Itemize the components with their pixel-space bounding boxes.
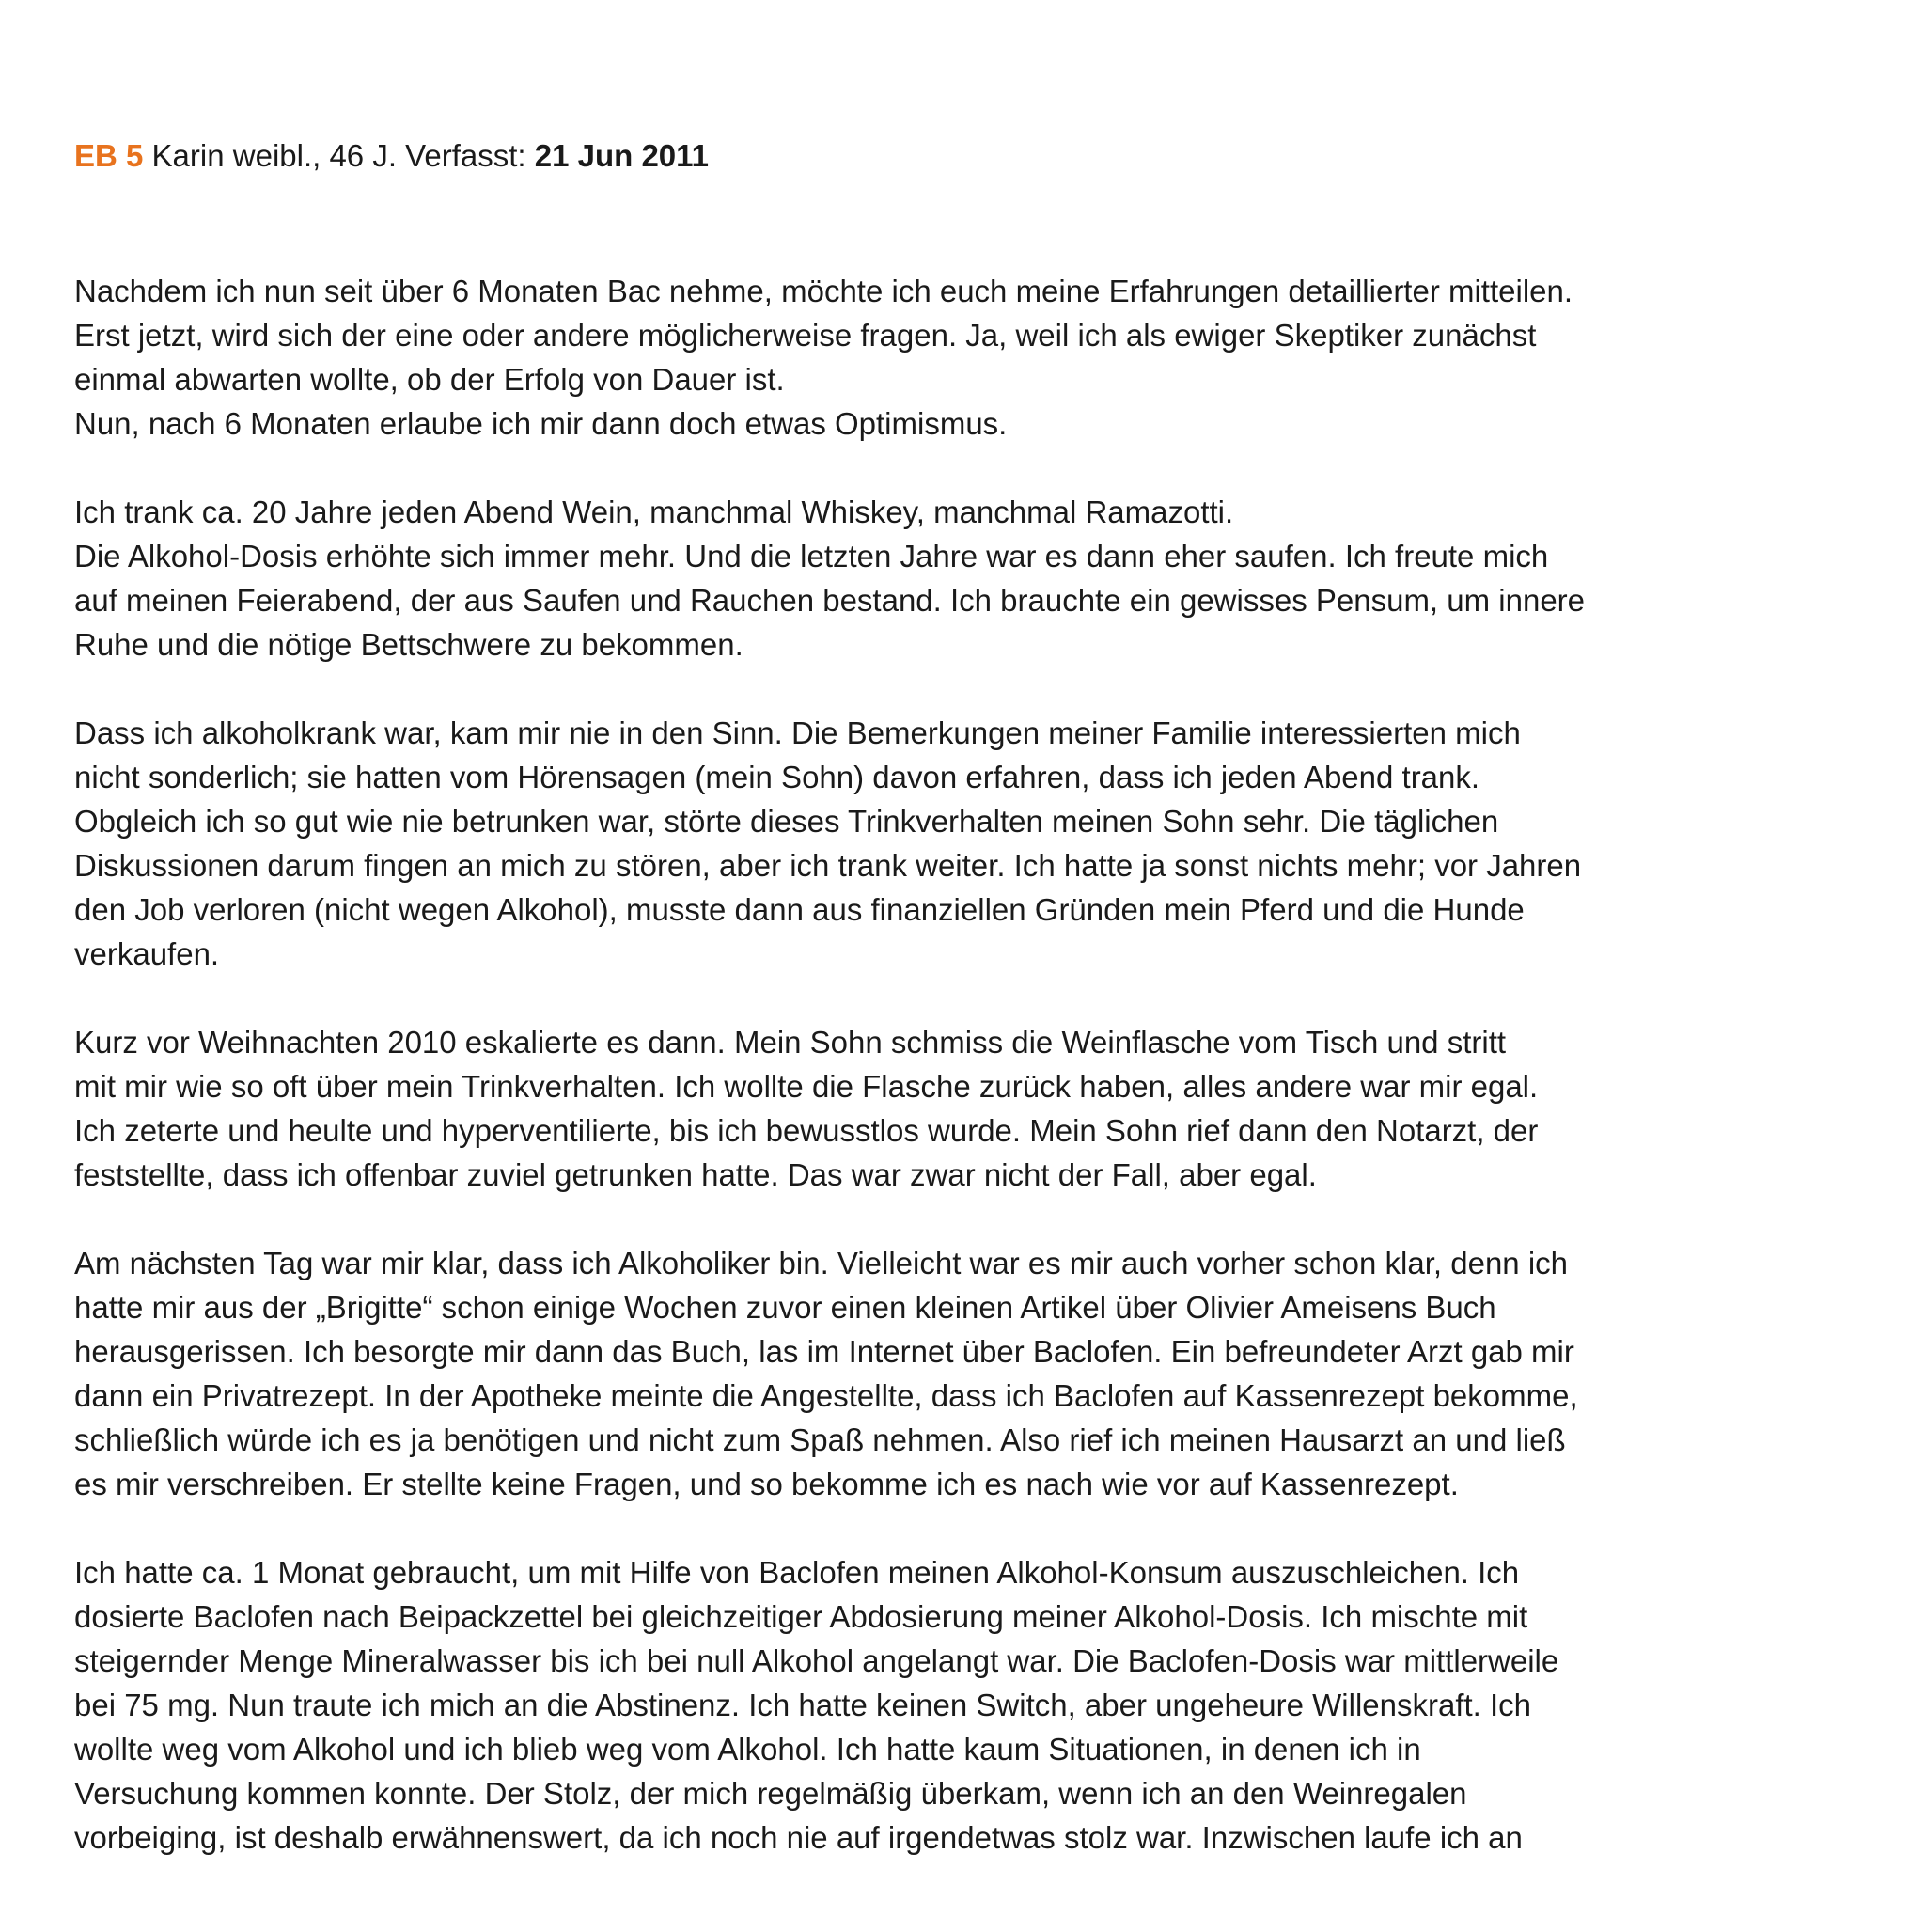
text-line: nicht sonderlich; sie hatten vom Hörensagen (mein Sohn) davon erfahren, dass ich jeden Abend trank. — [74, 760, 1480, 794]
paragraph — [74, 269, 1860, 446]
text-line: mit mir wie so oft über mein Trinkverhalten. Ich wollte die Flasche zurück haben, alles andere war mir egal. — [74, 1069, 1539, 1104]
author-info: Karin weibl., 46 J. Verfasst: — [151, 138, 526, 173]
text-line: Kurz vor Weihnachten 2010 eskalierte es dann. Mein Sohn schmiss die Weinflasche vom Tisch und stritt — [74, 1025, 1507, 1060]
entry-body — [74, 269, 1860, 1860]
text-line: dann ein Privatrezept. In der Apotheke meinte die Angestellte, dass ich Baclofen auf Kassenrezept bekomme, — [74, 1378, 1578, 1413]
text-line: Dass ich alkoholkrank war, kam mir nie in den Sinn. Die Bemerkungen meiner Familie interessierten mich — [74, 715, 1521, 750]
text-line: feststellte, dass ich offenbar zuviel getrunken hatte. Das war zwar nicht der Fall, aber egal. — [74, 1157, 1317, 1192]
text-line: Ich hatte ca. 1 Monat gebraucht, um mit Hilfe von Baclofen meinen Alkohol-Konsum auszuschleichen. Ich — [74, 1555, 1520, 1590]
text-line: Die Alkohol-Dosis erhöhte sich immer mehr. Und die letzten Jahre war es dann eher saufen. Ich freute mich — [74, 539, 1549, 573]
text-line: Ich trank ca. 20 Jahre jeden Abend Wein, manchmal Whiskey, manchmal Ramazotti. — [74, 495, 1234, 529]
text-line: Versuchung kommen konnte. Der Stolz, der mich regelmäßig überkam, wenn ich an den Weinregalen — [74, 1776, 1467, 1811]
entry-date: 21 Jun 2011 — [534, 138, 710, 173]
text-line: verkaufen. — [74, 936, 220, 971]
document-page — [74, 134, 1860, 1904]
paragraph — [74, 1020, 1860, 1197]
text-line: Nun, nach 6 Monaten erlaube ich mir dann doch etwas Optimismus. — [74, 406, 1008, 441]
text-line: Obgleich ich so gut wie nie betrunken war, störte dieses Trinkverhalten meinen Sohn sehr. Die täglichen — [74, 804, 1499, 839]
text-line: Erst jetzt, wird sich der eine oder andere möglicherweise fragen. Ja, weil ich als ewiger Skeptiker zunächst — [74, 318, 1537, 353]
text-line: bei 75 mg. Nun traute ich mich an die Abstinenz. Ich hatte keinen Switch, aber ungeheure Willenskraft. Ich — [74, 1688, 1532, 1722]
paragraph — [74, 711, 1860, 976]
text-line: einmal abwarten wollte, ob der Erfolg von Dauer ist. — [74, 362, 785, 397]
text-line: herausgerissen. Ich besorgte mir dann das Buch, las im Internet über Baclofen. Ein befreundeter Arzt gab mir — [74, 1334, 1574, 1369]
text-line: auf meinen Feierabend, der aus Saufen und Rauchen bestand. Ich brauchte ein gewisses Pensum, um innere — [74, 583, 1586, 618]
entry-tag: EB 5 — [74, 138, 144, 173]
text-line: Diskussionen darum fingen an mich zu stören, aber ich trank weiter. Ich hatte ja sonst nichts mehr; vor Jahren — [74, 848, 1582, 883]
text-line: steigernder Menge Mineralwasser bis ich bei null Alkohol angelangt war. Die Baclofen-Dosis war mittlerweile — [74, 1643, 1559, 1678]
text-line: Ruhe und die nötige Bettschwere zu bekommen. — [74, 627, 743, 662]
text-line: Am nächsten Tag war mir klar, dass ich Alkoholiker bin. Vielleicht war es mir auch vorher schon klar, denn ich — [74, 1246, 1569, 1280]
paragraph — [74, 1241, 1860, 1506]
text-line: es mir verschreiben. Er stellte keine Fragen, und so bekomme ich es nach wie vor auf Kassenrezept. — [74, 1467, 1459, 1501]
entry-header — [74, 134, 1860, 179]
text-line: vorbeiging, ist deshalb erwähnenswert, da ich noch nie auf irgendetwas stolz war. Inzwischen laufe ich an — [74, 1820, 1523, 1855]
text-line: wollte weg vom Alkohol und ich blieb weg vom Alkohol. Ich hatte kaum Situationen, in denen ich in — [74, 1732, 1421, 1767]
text-line: hatte mir aus der „Brigitte“ schon einige Wochen zuvor einen kleinen Artikel über Olivier Ameisens Buch — [74, 1290, 1496, 1325]
text-line: dosierte Baclofen nach Beipackzettel bei gleichzeitiger Abdosierung meiner Alkohol-Dosis. Ich mischte mit — [74, 1599, 1528, 1634]
paragraph — [74, 490, 1860, 667]
paragraph — [74, 1550, 1860, 1860]
text-line: schließlich würde ich es ja benötigen und nicht zum Spaß nehmen. Also rief ich meinen Hausarzt an und ließ — [74, 1422, 1566, 1457]
text-line: Nachdem ich nun seit über 6 Monaten Bac nehme, möchte ich euch meine Erfahrungen detaillierter mitteilen. — [74, 274, 1573, 308]
text-line: den Job verloren (nicht wegen Alkohol), musste dann aus finanziellen Gründen mein Pferd und die Hunde — [74, 892, 1525, 927]
text-line: Ich zeterte und heulte und hyperventilierte, bis ich bewusstlos wurde. Mein Sohn rief dann den Notarzt, der — [74, 1113, 1539, 1148]
